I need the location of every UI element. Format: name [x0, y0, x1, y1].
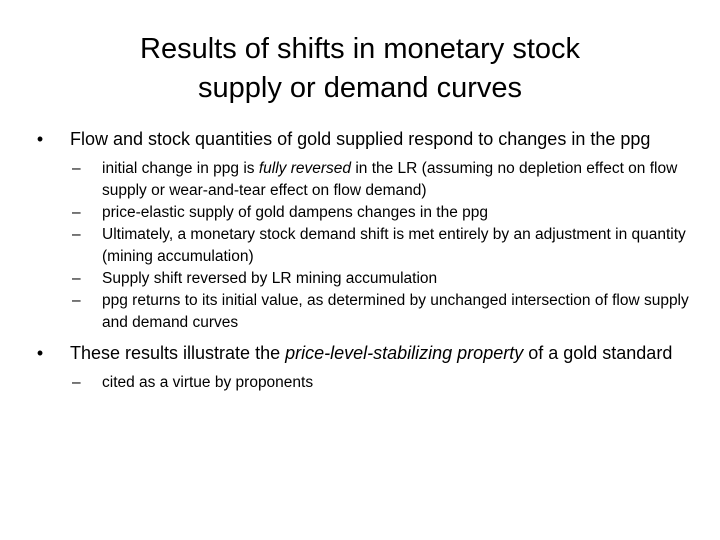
sub-bullet-item	[30, 372, 690, 394]
bullet-text: Flow and stock quantities of gold supplied respond to changes in the ppg	[70, 129, 651, 149]
sub-bullet-dash: –	[72, 292, 81, 309]
sub-bullet-text: ppg returns to its initial value, as determined by unchanged intersection of flow supply and demand curves	[102, 292, 689, 331]
sub-bullet-item	[30, 202, 690, 224]
slide-title	[60, 30, 660, 108]
emphasis-text: price‑level‑stabilizing property	[285, 343, 524, 363]
bullet-dot: •	[36, 343, 44, 363]
sub-bullet-dash: –	[72, 226, 81, 243]
sub-bullet-item	[30, 158, 690, 202]
sub-bullet-item	[30, 268, 690, 290]
bullet-text: These results illustrate the price‑level‑stabilizing property of a gold standard	[70, 343, 673, 363]
sub-bullet-text: price‑elastic supply of gold dampens changes in the ppg	[102, 204, 489, 221]
sub-bullet-item	[30, 290, 690, 334]
sub-bullet-dash: –	[72, 160, 81, 177]
bullet-item	[30, 128, 690, 151]
sub-bullet-text: cited as a virtue by proponents	[102, 374, 314, 391]
sub-bullet-text: Supply shift reversed by LR mining accumulation	[102, 270, 438, 287]
sub-bullet-text: initial change in ppg is fully reversed in the LR (assuming no depletion effect on flow supply or wear-and-tear effect on flow demand)	[102, 160, 678, 199]
sub-bullet-dash: –	[72, 270, 81, 287]
sub-bullet-dash: –	[72, 374, 81, 391]
bullet-list	[30, 128, 690, 394]
title-line-1: Results of shifts in monetary stock	[140, 33, 580, 65]
title-line-2: supply or demand curves	[198, 72, 522, 104]
sub-bullet-dash: –	[72, 204, 81, 221]
sub-bullet-item	[30, 224, 690, 268]
emphasis-text: fully reversed	[258, 160, 352, 177]
bullet-item	[30, 342, 690, 365]
sub-bullet-text: Ultimately, a monetary stock demand shift is met entirely by an adjustment in quantity (mining accumulation)	[102, 226, 686, 265]
bullet-dot: •	[36, 129, 44, 149]
